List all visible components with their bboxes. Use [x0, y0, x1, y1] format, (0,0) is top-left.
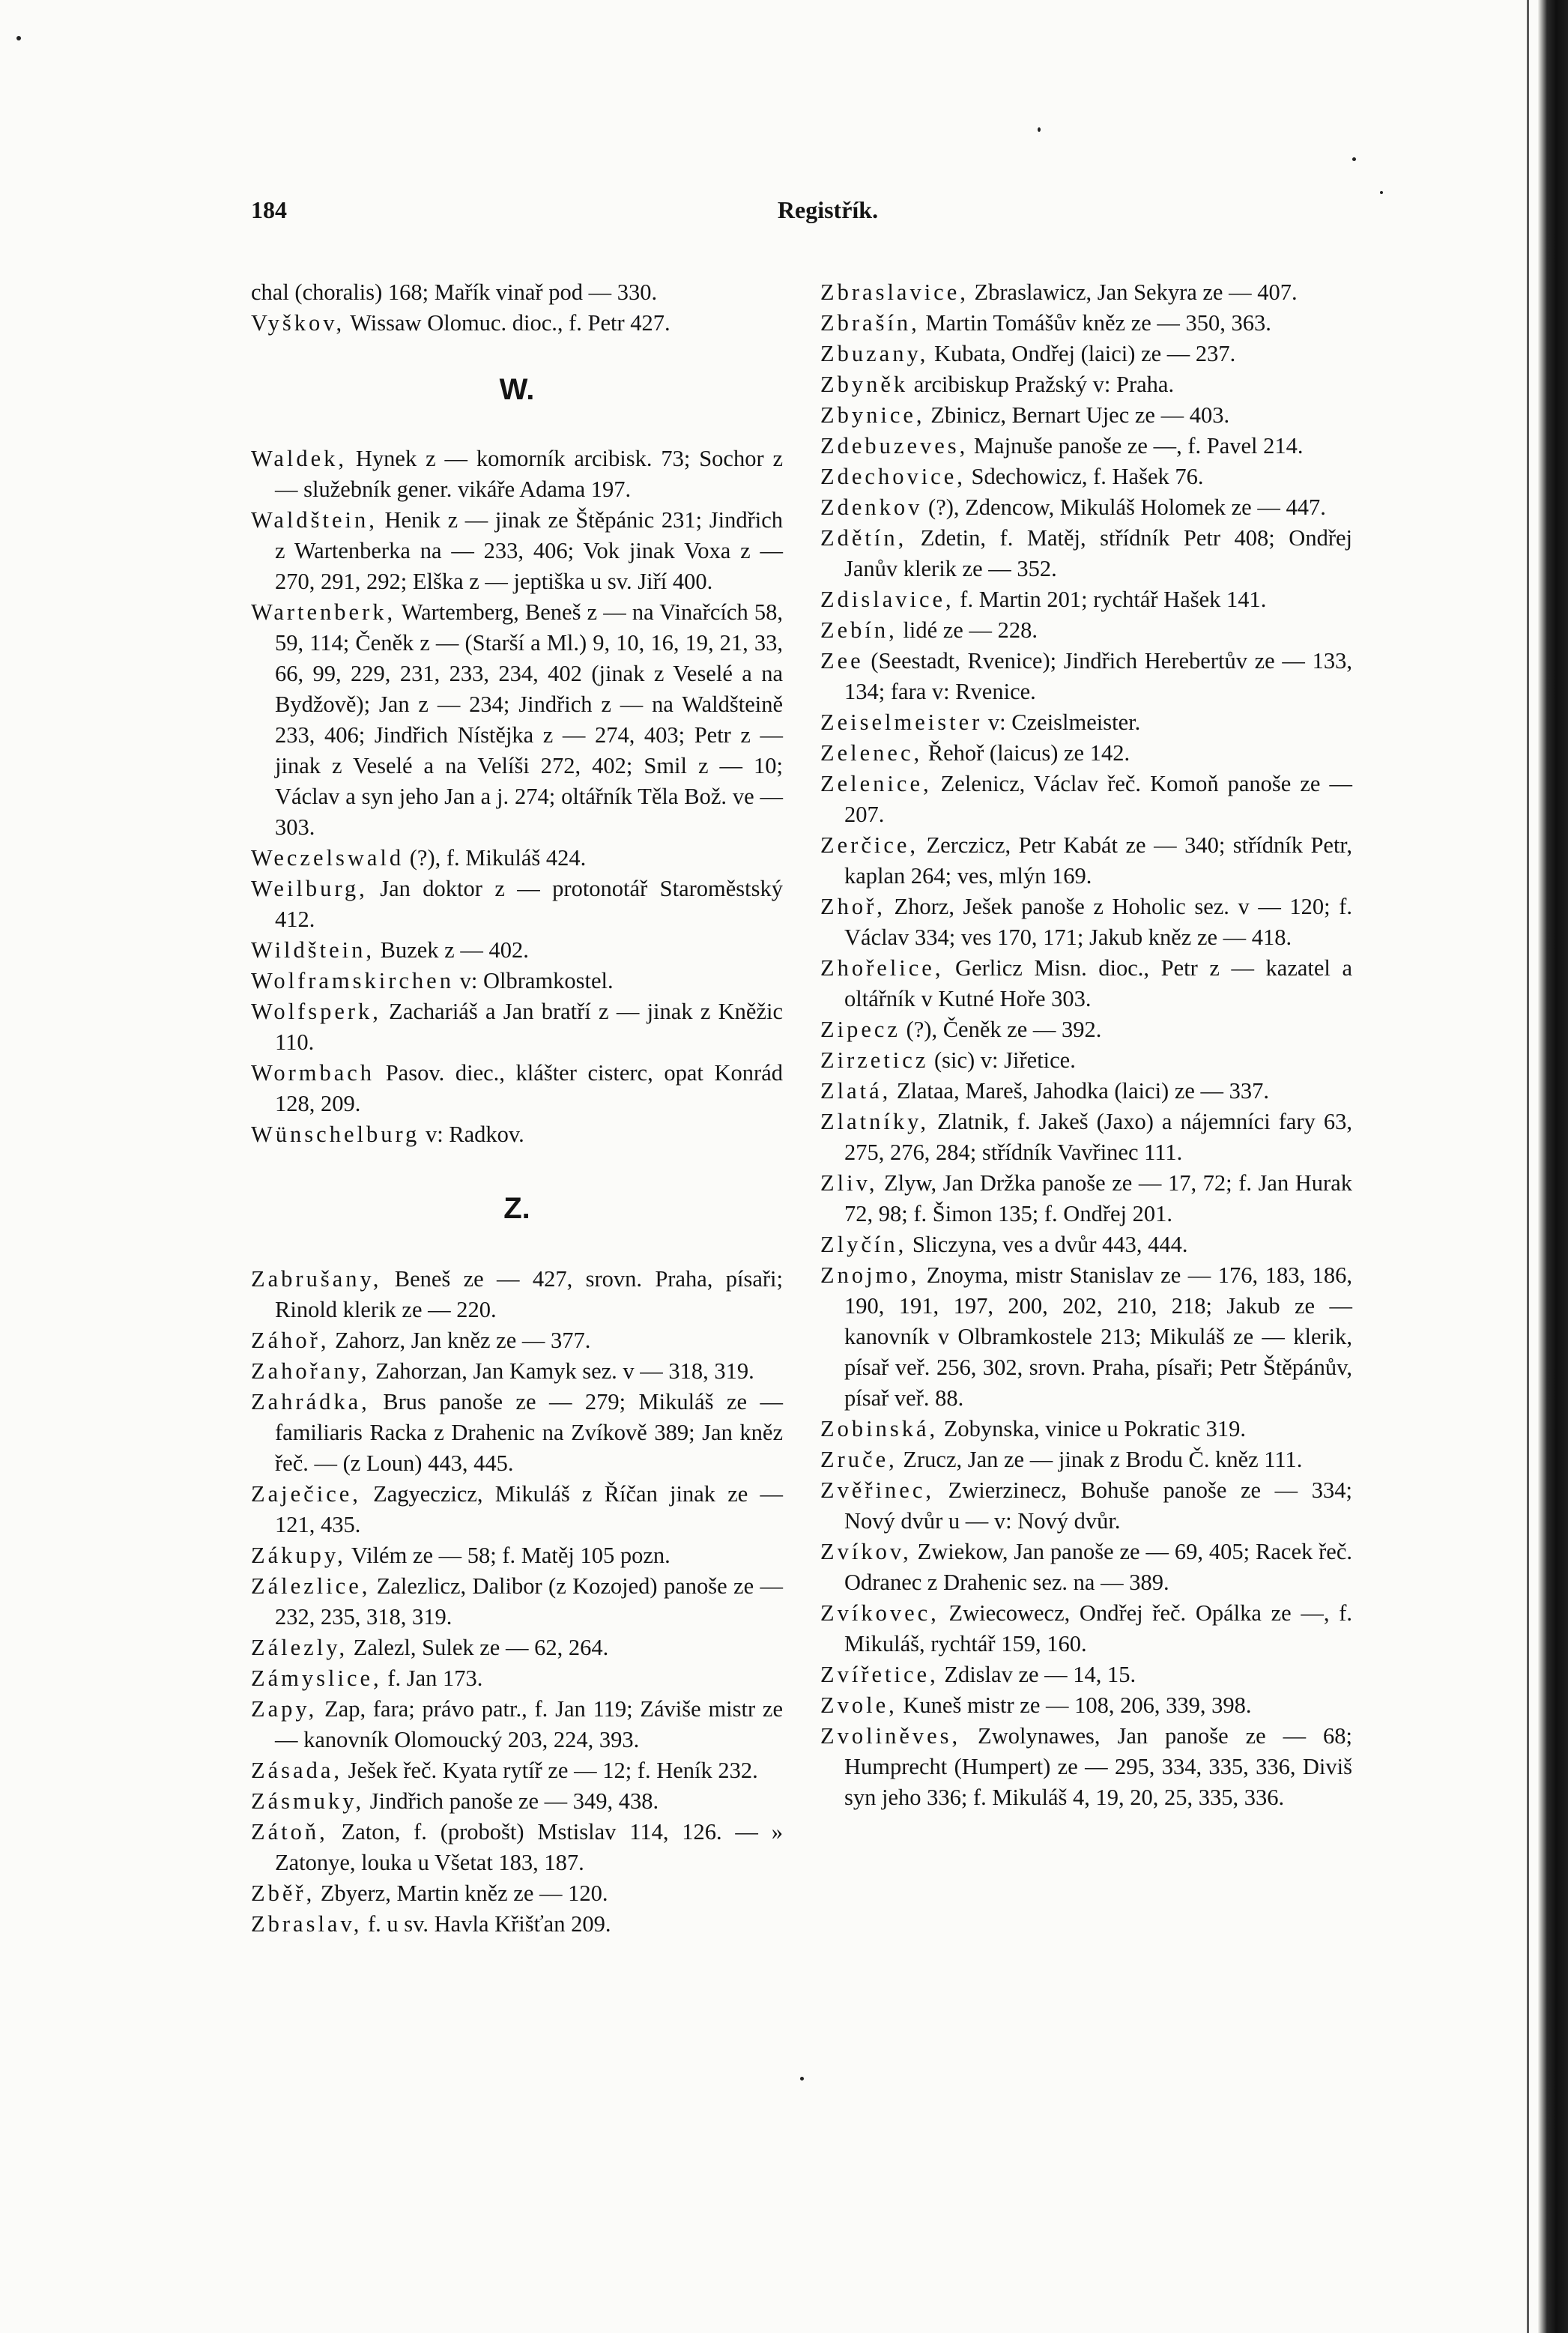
entry-text: v: Czeislmeister. — [982, 709, 1141, 735]
entry-text: Buzek z — 402. — [375, 937, 529, 963]
index-entry — [820, 1107, 1352, 1168]
entry-headword: Zátoň, — [251, 1819, 328, 1845]
entry-text: arcibiskup Pražský v: Praha. — [908, 372, 1175, 397]
left-entries-top — [251, 277, 783, 339]
index-entry — [820, 646, 1352, 707]
entry-headword: Zdětín, — [820, 525, 907, 551]
entry-headword: Zásmuky, — [251, 1788, 365, 1814]
entry-text: Beneš ze — 427, srovn. Praha, písaři; Rinold klerik ze — 220. — [275, 1266, 783, 1322]
index-entry — [251, 966, 783, 996]
index-entry — [820, 400, 1352, 431]
index-entry — [251, 1479, 783, 1540]
entry-text: Zerczicz, Petr Kabát ze — 340; střídník Petr, kaplan 264; ves, mlýn 169. — [844, 832, 1352, 889]
entry-headword: Zdenkov — [820, 494, 923, 520]
entry-headword: Waldek, — [251, 446, 348, 471]
index-entry — [251, 1909, 783, 1940]
entry-headword: Zahořany, — [251, 1358, 370, 1384]
index-entry — [820, 462, 1352, 492]
index-entry — [251, 1264, 783, 1325]
entry-text: v: Radkov. — [420, 1122, 524, 1147]
index-entry — [820, 1076, 1352, 1107]
entry-headword: Zebín, — [820, 617, 897, 643]
entry-text: (?), f. Mikuláš 424. — [404, 845, 587, 871]
index-entry — [820, 1414, 1352, 1444]
index-entry — [251, 874, 783, 935]
entry-text: lidé ze — 228. — [897, 617, 1038, 643]
entry-headword: Zruče, — [820, 1447, 897, 1472]
index-entry — [251, 1058, 783, 1119]
entry-text: Zwiekow, Jan panoše ze — 69, 405; Racek řeč. Odranec z Drahenic sez. na — 389. — [844, 1539, 1352, 1595]
entry-text: f. Martin 201; rychtář Hašek 141. — [954, 587, 1267, 612]
entry-headword: Zipecz — [820, 1017, 900, 1042]
entry-text: f. u sv. Havla Křišťan 209. — [362, 1911, 611, 1937]
index-entry — [820, 584, 1352, 615]
page-binding-line — [1527, 0, 1529, 2333]
entry-text: Zwolynawes, Jan panoše ze — 68; Humprecht (Humpert) ze — 295, 334, 335, 336, Diviš syn jeho 336; f. Mikuláš 4, 19, 20, 25, 335, 336. — [844, 1723, 1352, 1810]
entry-headword: Zbyněk — [820, 372, 909, 397]
entry-text: Jindřich panoše ze — 349, 438. — [364, 1788, 659, 1814]
index-entry — [251, 1325, 783, 1356]
entry-headword: Zběř, — [251, 1880, 315, 1906]
index-entry — [820, 1444, 1352, 1475]
entry-text: Řehoř (laicus) ze 142. — [922, 740, 1130, 766]
entry-headword: Zvířetice, — [820, 1662, 939, 1687]
index-entry — [251, 1694, 783, 1755]
ink-speck — [1352, 157, 1356, 161]
entry-headword: Weilburg, — [251, 876, 368, 901]
entry-text: Zaton, f. (probošt) Mstislav 114, 126. — » Zatonye, louka u Všetat 183, 187. — [275, 1819, 783, 1875]
entry-text: Zalezlicz, Dalibor (z Kozojed) panoše ze — 232, 235, 318, 319. — [275, 1573, 783, 1630]
index-entry — [251, 1786, 783, 1817]
entry-text: Zwiecowecz, Ondřej řeč. Opálka ze —, f. Mikuláš, rychtář 159, 160. — [844, 1600, 1352, 1656]
index-entry — [251, 597, 783, 843]
left-entries-w — [251, 444, 783, 1150]
entry-text: (Seestadt, Rvenice); Jindřich Herebertův ze — 133, 134; fara v: Rvenice. — [844, 648, 1352, 704]
entry-headword: Zvoliněves, — [820, 1723, 961, 1749]
index-entry — [820, 738, 1352, 769]
entry-headword: Wünschelburg — [251, 1122, 420, 1147]
entry-text: Zlataa, Mareš, Jahodka (laici) ze — 337. — [891, 1078, 1270, 1104]
entry-text: Ješek řeč. Kyata rytíř ze — 12; f. Heník 232. — [342, 1758, 758, 1783]
entry-text: f. Jan 173. — [381, 1665, 483, 1691]
index-entry — [251, 1540, 783, 1571]
entry-headword: Weczelswald — [251, 845, 405, 871]
entry-headword: Zdislavice, — [820, 587, 954, 612]
index-entry — [251, 1571, 783, 1633]
entry-headword: Zee — [820, 648, 864, 674]
page-number: 184 — [251, 196, 287, 223]
entry-headword: Zelenice, — [820, 771, 932, 796]
ink-speck — [16, 36, 21, 40]
entry-text: Zdetin, f. Matěj, střídník Petr 408; Ondřej Janův klerik ze — 352. — [844, 525, 1352, 581]
section-heading-z: Z. — [503, 1192, 530, 1225]
entry-text: Wissaw Olomuc. dioc., f. Petr 427. — [345, 310, 671, 336]
entry-text: Sliczyna, ves a dvůr 443, 444. — [906, 1232, 1188, 1257]
index-entry — [820, 523, 1352, 584]
section-heading-w: W. — [499, 373, 535, 406]
entry-text: v: Olbramkostel. — [453, 968, 614, 993]
index-entry — [251, 1663, 783, 1694]
entry-text: Kubata, Ondřej (laici) ze — 237. — [928, 341, 1236, 366]
entry-headword: Waldštein, — [251, 507, 378, 533]
entry-text: Zagyeczicz, Mikuláš z Říčan jinak ze — 121, 435. — [275, 1481, 783, 1537]
index-entry — [820, 707, 1352, 738]
entry-text: Henik z — jinak ze Štěpánic 231; Jindřich z Wartenberka na — 233, 406; Vok jinak Voxa z — 270, 291, 292; Elška z — jeptiška u sv. Jiří 400. — [275, 507, 783, 594]
entry-headword: Zbuzany, — [820, 341, 929, 366]
entry-text: Zbyerz, Martin kněz ze — 120. — [315, 1880, 608, 1906]
entry-headword: Wolframskirchen — [251, 968, 454, 993]
page-edge-shadow — [1538, 0, 1568, 2333]
entry-text: Zhorz, Ješek panoše z Hoholic sez. v — 120; f. Václav 334; ves 170, 171; Jakub kněz ze — 418. — [844, 894, 1352, 950]
index-entry — [251, 444, 783, 505]
entry-text: Zahorzan, Jan Kamyk sez. v — 318, 319. — [369, 1358, 754, 1384]
entry-headword: Vyškov, — [251, 310, 345, 336]
index-entry — [820, 615, 1352, 646]
right-entries — [820, 277, 1352, 1813]
index-entry — [820, 1229, 1352, 1260]
entry-headword: Wildštein, — [251, 937, 375, 963]
entry-headword: Zdebuzeves, — [820, 433, 969, 459]
entry-headword: Wartenberk, — [251, 599, 396, 625]
entry-text: Zdislav ze — 14, 15. — [938, 1662, 1136, 1687]
entry-headword: Zbraslavice, — [820, 279, 969, 305]
entry-headword: Zabrušany, — [251, 1266, 382, 1292]
index-entry — [820, 1168, 1352, 1229]
entry-headword: Zerčice, — [820, 832, 919, 858]
entry-text: Zlatnik, f. Jakeš (Jaxo) a nájemníci fary 63, 275, 276, 284; střídník Vavřinec 111. — [844, 1109, 1352, 1165]
index-entry — [251, 1633, 783, 1663]
index-entry — [251, 308, 783, 339]
ink-speck — [1380, 191, 1383, 194]
entry-headword: Zirzeticz — [820, 1047, 929, 1073]
entry-text: Hynek z — komorník arcibisk. 73; Sochor z — služebník gener. vikáře Adama 197. — [275, 446, 783, 502]
entry-text: Zrucz, Jan ze — jinak z Brodu Č. kněz 111. — [897, 1447, 1303, 1472]
index-entry — [820, 1014, 1352, 1045]
index-entry — [820, 277, 1352, 308]
entry-headword: Zásada, — [251, 1758, 342, 1783]
entry-text: chal (choralis) 168; Mařík vinař pod — 330. — [251, 279, 658, 305]
entry-text: Zlyw, Jan Držka panoše ze — 17, 72; f. Jan Hurak 72, 98; f. Šimon 135; f. Ondřej 201. — [844, 1170, 1352, 1226]
index-entry — [820, 1690, 1352, 1721]
entry-text: Kuneš mistr ze — 108, 206, 339, 398. — [897, 1692, 1252, 1718]
entry-text: Majnuše panoše ze —, f. Pavel 214. — [968, 433, 1304, 459]
index-entry — [251, 935, 783, 966]
entry-text: Zap, fara; právo patr., f. Jan 119; Záviše mistr ze — kanovník Olomoucký 203, 224, 393. — [275, 1696, 783, 1752]
entry-headword: Zlatá, — [820, 1078, 892, 1104]
left-column — [251, 277, 783, 1940]
left-entries-z — [251, 1264, 783, 1940]
entry-text: Gerlicz Misn. dioc., Petr z — kazatel a oltářník v Kutné Hoře 303. — [844, 955, 1352, 1011]
entry-headword: Zálezly, — [251, 1635, 348, 1660]
entry-text: Martin Tomášův kněz ze — 350, 363. — [919, 310, 1271, 336]
entry-headword: Zvěřinec, — [820, 1477, 934, 1503]
index-entry — [251, 505, 783, 597]
right-column — [820, 277, 1352, 1813]
entry-text: Zobynska, vinice u Pokratic 319. — [938, 1416, 1246, 1441]
index-entry — [251, 1356, 783, 1387]
entry-headword: Zobinská, — [820, 1416, 939, 1441]
entry-text: Pasov. diec., klášter cisterc, opat Konrád 128, 209. — [275, 1060, 783, 1116]
page-header — [251, 196, 1405, 234]
running-title: Registřík. — [777, 196, 879, 223]
index-entry — [251, 1878, 783, 1909]
entry-text: Zbraslawicz, Jan Sekyra ze — 407. — [968, 279, 1298, 305]
index-entry — [820, 1475, 1352, 1537]
entry-headword: Zeiselmeister — [820, 709, 983, 735]
entry-headword: Zliv, — [820, 1170, 878, 1196]
entry-headword: Záhoř, — [251, 1328, 330, 1353]
entry-headword: Zelenec, — [820, 740, 923, 766]
index-entry — [820, 830, 1352, 892]
index-entry — [820, 1659, 1352, 1690]
entry-text: Zachariáš a Jan bratří z — jinak z Kněžic 110. — [275, 999, 783, 1055]
entry-text: Jan doktor z — protonotář Staroměstský 412. — [275, 876, 783, 932]
index-entry — [251, 996, 783, 1058]
entry-headword: Zákupy, — [251, 1543, 346, 1568]
entry-headword: Zlatníky, — [820, 1109, 929, 1134]
entry-text: Wartemberg, Beneš z — na Vinařcích 58, 59, 114; Čeněk z — (Starší a Ml.) 9, 10, 16, 19, 21, 33, 66, 99, 229, 231, 233, 234, 402 (jinak z Veselé a na Bydžově); Jan z — 234; Jindřich z — na Waldšteině 233, 406; Jindřich Nístějka z — 274, 403; Petr z — jinak z Veselé a na Velíši 272, 402; Smil z — 10; Václav a syn jeho Jan a j. 274; oltářník Těla Bož. ve — 303. — [275, 599, 783, 840]
entry-headword: Wormbach — [251, 1060, 375, 1086]
entry-headword: Zahrádka, — [251, 1389, 370, 1414]
entry-headword: Zhoř, — [820, 894, 886, 919]
entry-headword: Zhořelice, — [820, 955, 944, 981]
entry-headword: Zbrašín, — [820, 310, 920, 336]
entry-headword: Zálezlice, — [251, 1573, 371, 1599]
index-entry — [251, 1119, 783, 1150]
entry-headword: Zbraslav, — [251, 1911, 363, 1937]
entry-text: (?), Zdencow, Mikuláš Holomek ze — 447. — [922, 494, 1326, 520]
entry-text: Brus panoše ze — 279; Mikuláš ze — familiaris Racka z Drahenic na Zvíkově 389; Jan kněz řeč. — (z Loun) 443, 445. — [275, 1389, 783, 1476]
entry-headword: Zbynice, — [820, 402, 925, 428]
index-entry — [820, 1045, 1352, 1076]
entry-text: (?), Čeněk ze — 392. — [900, 1017, 1102, 1042]
entry-headword: Zaječice, — [251, 1481, 361, 1507]
entry-headword: Zvíkov, — [820, 1539, 912, 1564]
entry-headword: Zvole, — [820, 1692, 897, 1718]
entry-text: Vilém ze — 58; f. Matěj 105 pozn. — [345, 1543, 671, 1568]
index-entry — [820, 769, 1352, 830]
entry-text: Sdechowicz, f. Hašek 76. — [965, 464, 1204, 489]
index-entry — [820, 492, 1352, 523]
entry-headword: Wolfsperk, — [251, 999, 381, 1024]
entry-text: Zbinicz, Bernart Ujec ze — 403. — [924, 402, 1230, 428]
index-entry — [251, 1755, 783, 1786]
index-entry — [820, 369, 1352, 400]
index-entry — [820, 431, 1352, 462]
entry-text: Zalezl, Sulek ze — 62, 264. — [348, 1635, 609, 1660]
index-entry — [820, 1598, 1352, 1659]
entry-headword: Zdechovice, — [820, 464, 966, 489]
entry-text: Znoyma, mistr Stanislav ze — 176, 183, 186, 190, 191, 197, 200, 202, 210, 218; Jakub ze — kanovník v Olbramkostele 213; Mikuláš ze — klerik, písař veř. 256, 302, srovn. Praha, písaři; Petr Štěpánův, písař veř. 88. — [844, 1262, 1352, 1411]
index-entry — [251, 843, 783, 874]
entry-text: (sic) v: Jiřetice. — [928, 1047, 1076, 1073]
entry-headword: Znojmo, — [820, 1262, 920, 1288]
entry-headword: Zámyslice, — [251, 1665, 382, 1691]
entry-text: Zahorz, Jan kněz ze — 377. — [329, 1328, 591, 1353]
entry-headword: Zapy, — [251, 1696, 318, 1722]
entry-headword: Zvíkovec, — [820, 1600, 939, 1626]
index-entry — [251, 277, 783, 308]
index-entry — [820, 1260, 1352, 1414]
index-entry — [820, 339, 1352, 369]
ink-speck — [800, 2077, 804, 2081]
entry-text: Zelenicz, Václav řeč. Komoň panoše ze — 207. — [844, 771, 1352, 827]
index-entry — [820, 1537, 1352, 1598]
index-entry — [820, 308, 1352, 339]
index-entry — [251, 1387, 783, 1479]
entry-headword: Zlyčín, — [820, 1232, 907, 1257]
ink-speck — [1038, 127, 1041, 132]
index-entry — [820, 1721, 1352, 1813]
entry-text: Zwierzinecz, Bohuše panoše ze — 334; Nový dvůr u — v: Nový dvůr. — [844, 1477, 1352, 1534]
index-entry — [820, 892, 1352, 953]
index-entry — [251, 1817, 783, 1878]
index-entry — [820, 953, 1352, 1014]
